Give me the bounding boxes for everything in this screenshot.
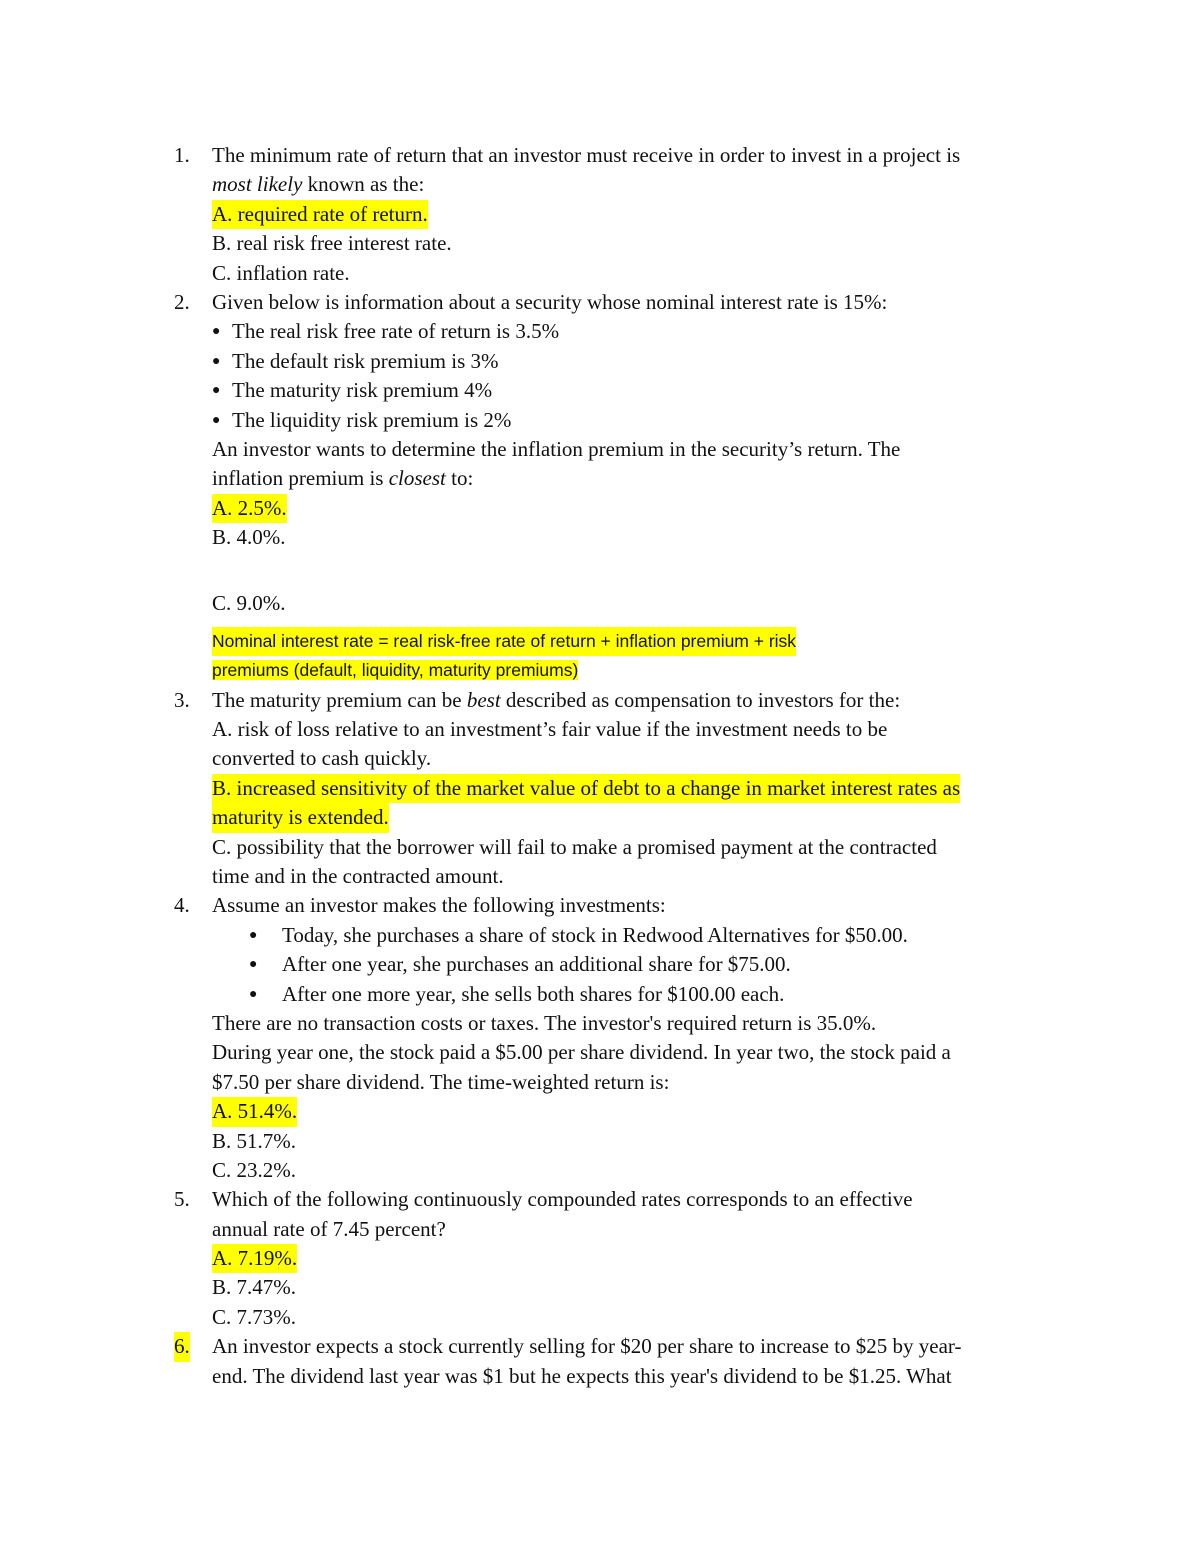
answer-option-correct	[0, 494, 1200, 523]
answer-option-correct	[0, 200, 1200, 229]
bullet-item: ● The real risk free rate of return is 3.5%	[0, 317, 1200, 346]
answer-option-cont: converted to cash quickly.	[212, 746, 432, 771]
question-1-stem-cont: most likely known as the:	[212, 172, 425, 197]
option-a: A. 7.19%.	[212, 1244, 297, 1273]
bullet-item: ● After one more year, she sells both shares for $100.00 each.	[0, 980, 1200, 1009]
option-c: C. possibility that the borrower will fail to make a promised payment at the contracted	[212, 834, 937, 859]
answer-option	[0, 523, 1200, 552]
question-text: Which of the following continuously compounded rates corresponds to an effective	[212, 1187, 913, 1212]
emphasis-text: closest	[388, 466, 446, 491]
question-number: 4.	[174, 893, 190, 918]
question-2-follow: An investor wants to determine the inflation premium in the security’s return. The	[212, 436, 901, 461]
bullet-icon: ●	[249, 927, 258, 943]
question-text: The minimum rate of return that an investor must receive in order to invest in a project is	[212, 143, 961, 167]
answer-option-correct	[0, 1097, 1200, 1126]
question-1-stem	[0, 141, 1200, 170]
answer-option	[0, 1303, 1200, 1332]
question-4-follow: During year one, the stock paid a $5.00 per share dividend. In year two, the stock paid a	[212, 1040, 951, 1065]
question-4-stem	[0, 891, 1200, 920]
question-5-stem	[0, 1185, 1200, 1214]
bullet-item: ● After one year, she purchases an additional share for $75.00.	[0, 950, 1200, 979]
question-text: Assume an investor makes the following investments:	[212, 893, 666, 918]
answer-option	[0, 259, 1200, 288]
answer-option-correct	[0, 1244, 1200, 1273]
option-b: B. 7.47%.	[212, 1275, 296, 1300]
question-number: 3.	[174, 687, 190, 712]
bullet-item: ● The maturity risk premium 4%	[0, 376, 1200, 405]
option-b: B. increased sensitivity of the market value of debt to a change in market interest rates as	[212, 774, 960, 803]
emphasis-text: best	[466, 687, 501, 712]
question-6-stem	[0, 1332, 1200, 1361]
question-number: 5.	[174, 1187, 190, 1212]
question-3-stem: 3. The maturity premium can be best described as compensation to investors for the:	[0, 686, 1200, 715]
answer-option-correct	[0, 774, 1200, 803]
question-4-follow: $7.50 per share dividend. The time-weighted return is:	[212, 1069, 670, 1094]
question-2-stem	[0, 288, 1200, 317]
answer-option	[0, 715, 1200, 744]
answer-option	[0, 1127, 1200, 1156]
option-a: A. required rate of return.	[212, 200, 428, 229]
answer-option	[0, 1156, 1200, 1185]
option-c: C. inflation rate.	[212, 260, 350, 285]
question-text: An investor expects a stock currently selling for $20 per share to increase to $25 by year-	[212, 1334, 962, 1359]
bullet-icon: ●	[212, 353, 221, 369]
emphasis-text: most likely	[212, 172, 303, 197]
bullet-icon: ●	[249, 957, 258, 973]
answer-option-cont: time and in the contracted amount.	[212, 863, 504, 888]
option-c: C. 23.2%.	[212, 1157, 296, 1182]
answer-option-correct-cont: maturity is extended.	[0, 803, 1200, 832]
question-5-stem-cont: annual rate of 7.45 percent?	[212, 1216, 446, 1241]
answer-option	[0, 833, 1200, 862]
option-a: A. 2.5%.	[212, 494, 287, 523]
bullet-item: ● The liquidity risk premium is 2%	[0, 406, 1200, 435]
question-number: 6.	[174, 1332, 190, 1361]
question-text: Given below is information about a security whose nominal interest rate is 15%:	[212, 289, 888, 314]
bullet-item: ● Today, she purchases a share of stock in Redwood Alternatives for $50.00.	[0, 921, 1200, 950]
bullet-icon: ●	[212, 383, 221, 399]
option-a: A. risk of loss relative to an investment’s fair value if the investment needs to be	[212, 717, 888, 742]
answer-option	[0, 229, 1200, 258]
bullet-item: ● The default risk premium is 3%	[0, 347, 1200, 376]
option-a: A. 51.4%.	[212, 1097, 297, 1126]
answer-option	[0, 589, 1200, 618]
bullet-icon: ●	[249, 986, 258, 1002]
option-b: B. real risk free interest rate.	[212, 231, 452, 256]
option-c: C. 7.73%.	[212, 1304, 296, 1329]
option-c: C. 9.0%.	[212, 591, 286, 616]
question-4-follow: There are no transaction costs or taxes. The investor's required return is 35.0%.	[212, 1010, 877, 1035]
bullet-icon: ●	[212, 412, 221, 428]
question-6-stem-cont: end. The dividend last year was $1 but he expects this year's dividend to be $1.25. What	[212, 1363, 952, 1388]
answer-option	[0, 1273, 1200, 1302]
question-number: 1.	[174, 143, 190, 167]
question-list	[0, 141, 1200, 1391]
option-b: B. 4.0%.	[212, 525, 286, 550]
formula-note: Nominal interest rate = real risk-free rate of return + inflation premium + risk	[0, 627, 1200, 656]
question-2-follow-cont: inflation premium is closest to:	[212, 466, 474, 491]
formula-note-cont: premiums (default, liquidity, maturity premiums)	[212, 660, 579, 681]
question-number: 2.	[174, 289, 190, 314]
option-b: B. 51.7%.	[212, 1128, 296, 1153]
bullet-icon: ●	[212, 324, 221, 340]
